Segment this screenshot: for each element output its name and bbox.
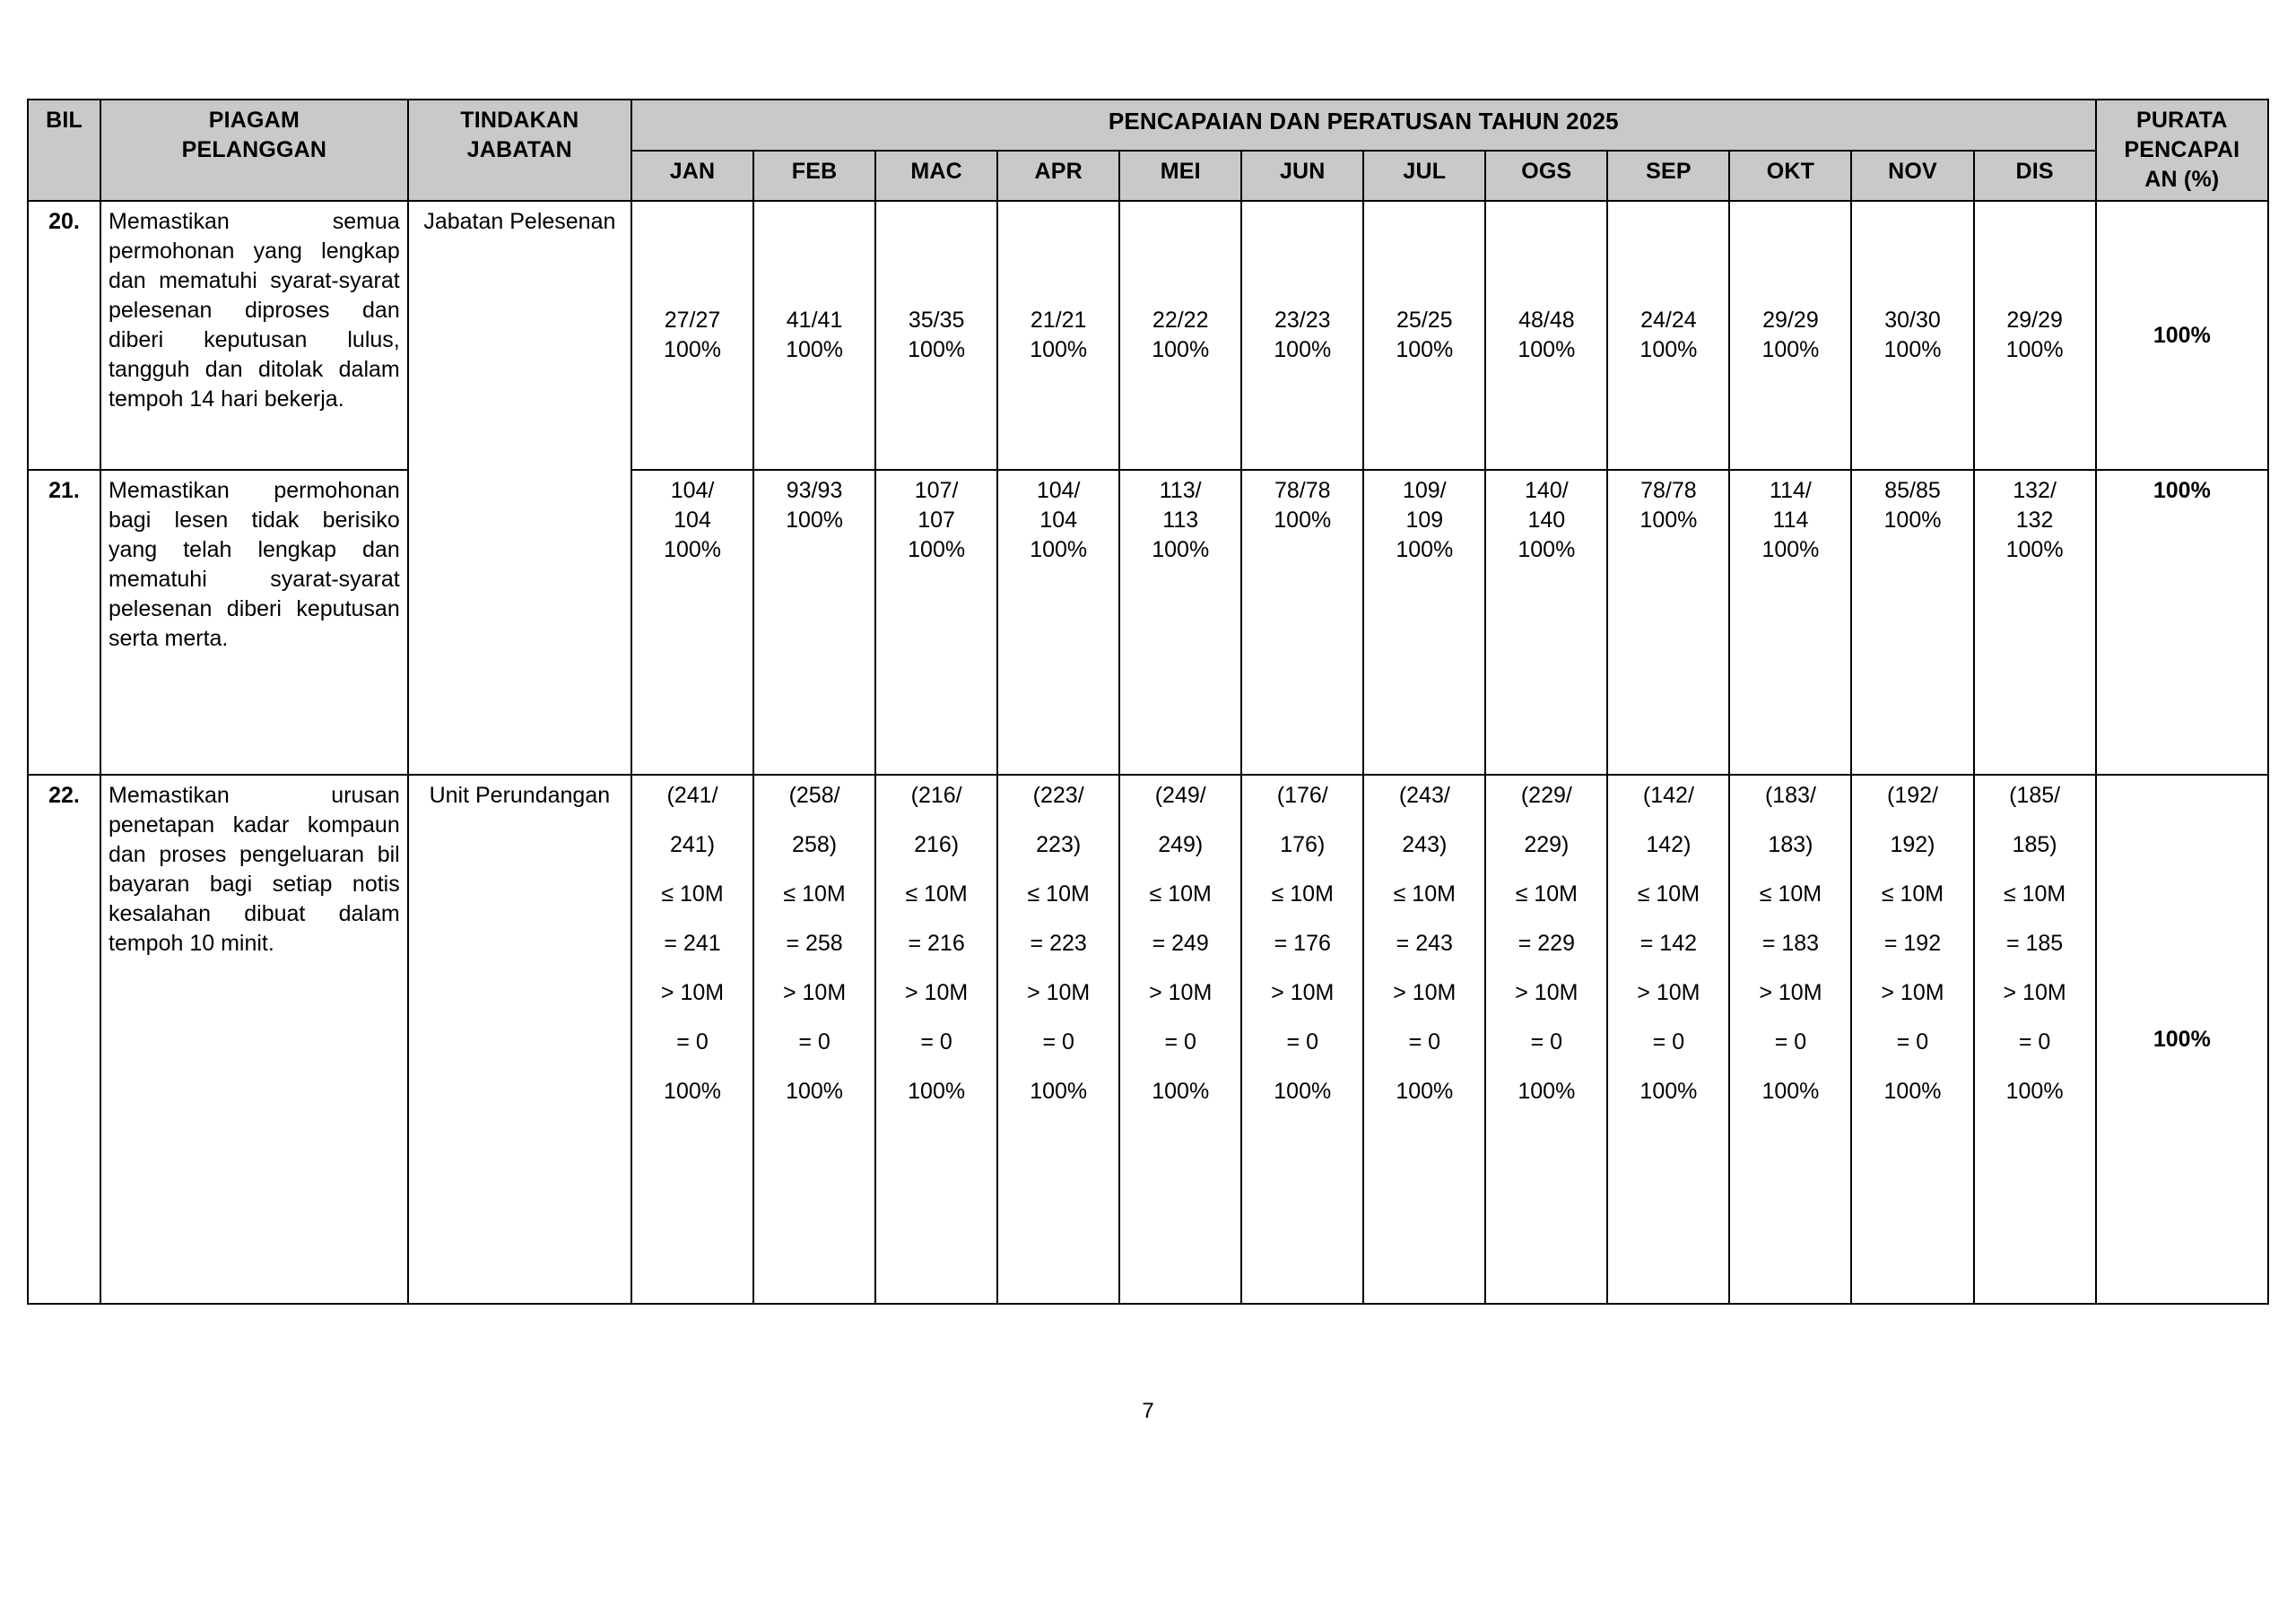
column-header-month-nov: NOV <box>1851 151 1973 201</box>
cell-month-okt: (183/ 183) ≤ 10M = 183 > 10M = 0 100% <box>1729 775 1851 1304</box>
cell-purata-pencapaian: 100% <box>2096 201 2268 470</box>
cell-month-jan: 27/27 100% <box>631 201 753 470</box>
cell-month-ogs: 140/ 140 100% <box>1485 470 1607 775</box>
cell-month-jul: (243/ 243) ≤ 10M = 243 > 10M = 0 100% <box>1363 775 1485 1304</box>
column-header-purata-line1: PURATA <box>2136 108 2228 133</box>
cell-bil: 22. <box>28 775 100 1304</box>
cell-month-ogs: 48/48 100% <box>1485 201 1607 470</box>
cell-bil: 20. <box>28 201 100 470</box>
page-number: 7 <box>1142 1399 1154 1423</box>
cell-month-jan: (241/ 241) ≤ 10M = 241 > 10M = 0 100% <box>631 775 753 1304</box>
table-body <box>28 201 2268 1304</box>
column-header-bil: BIL <box>28 100 100 201</box>
cell-month-mac: 107/ 107 100% <box>875 470 997 775</box>
cell-month-okt: 114/ 114 100% <box>1729 470 1851 775</box>
column-header-tindakan-jabatan <box>408 100 631 201</box>
column-header-month-mei: MEI <box>1119 151 1241 201</box>
cell-month-nov: 30/30 100% <box>1851 201 1973 470</box>
cell-month-jul: 109/ 109 100% <box>1363 470 1485 775</box>
cell-bil: 21. <box>28 470 100 775</box>
cell-month-dis: 132/ 132 100% <box>1974 470 2096 775</box>
column-header-month-jun: JUN <box>1241 151 1363 201</box>
cell-month-jun: (176/ 176) ≤ 10M = 176 > 10M = 0 100% <box>1241 775 1363 1304</box>
cell-purata-pencapaian: 100% <box>2096 775 2268 1304</box>
column-header-tindakan-line2: JABATAN <box>466 137 572 162</box>
cell-piagam: Memastikan permohonan bagi lesen tidak berisiko yang telah lengkap dan mematuhi syarat-syarat pelesenan diberi keputusan serta merta. <box>100 470 408 775</box>
table-row <box>28 201 2268 470</box>
column-header-month-mac: MAC <box>875 151 997 201</box>
cell-tindakan: Unit Perundangan <box>408 775 631 1304</box>
cell-month-ogs: (229/ 229) ≤ 10M = 229 > 10M = 0 100% <box>1485 775 1607 1304</box>
cell-month-jun: 23/23 100% <box>1241 201 1363 470</box>
column-header-pencapaian-group: PENCAPAIAN DAN PERATUSAN TAHUN 2025 <box>631 100 2096 151</box>
cell-month-mei: (249/ 249) ≤ 10M = 249 > 10M = 0 100% <box>1119 775 1241 1304</box>
cell-month-mei: 113/ 113 100% <box>1119 470 1241 775</box>
cell-tindakan: Jabatan Pelesenan <box>408 201 631 775</box>
table-row <box>28 775 2268 1304</box>
column-header-month-dis: DIS <box>1974 151 2096 201</box>
column-header-month-jul: JUL <box>1363 151 1485 201</box>
table-header <box>28 100 2268 201</box>
column-header-purata-pencapaian <box>2096 100 2268 201</box>
cell-month-jan: 104/ 104 100% <box>631 470 753 775</box>
column-header-piagam-pelanggan <box>100 100 408 201</box>
column-header-month-feb: FEB <box>753 151 875 201</box>
cell-piagam: Memastikan semua permohonan yang lengkap dan mematuhi syarat-syarat pelesenan diproses dan diberi keputusan lulus, tangguh dan ditolak dalam tempoh 14 hari bekerja. <box>100 201 408 470</box>
cell-month-jun: 78/78 100% <box>1241 470 1363 775</box>
cell-month-nov: (192/ 192) ≤ 10M = 192 > 10M = 0 100% <box>1851 775 1973 1304</box>
cell-month-sep: (142/ 142) ≤ 10M = 142 > 10M = 0 100% <box>1607 775 1729 1304</box>
table-row <box>28 470 2268 775</box>
cell-month-sep: 24/24 100% <box>1607 201 1729 470</box>
cell-month-feb: (258/ 258) ≤ 10M = 258 > 10M = 0 100% <box>753 775 875 1304</box>
column-header-piagam-line1: PIAGAM <box>208 108 300 133</box>
table-header-row-1 <box>28 100 2268 151</box>
cell-month-nov: 85/85 100% <box>1851 470 1973 775</box>
column-header-tindakan-line1: TINDAKAN <box>460 108 579 133</box>
column-header-purata-line3: AN (%) <box>2144 167 2220 192</box>
cell-piagam: Memastikan urusan penetapan kadar kompaun dan proses pengeluaran bil bayaran bagi setiap notis kesalahan dibuat dalam tempoh 10 minit. <box>100 775 408 1304</box>
cell-month-dis: 29/29 100% <box>1974 201 2096 470</box>
column-header-month-sep: SEP <box>1607 151 1729 201</box>
column-header-month-ogs: OGS <box>1485 151 1607 201</box>
column-header-month-okt: OKT <box>1729 151 1851 201</box>
cell-month-okt: 29/29 100% <box>1729 201 1851 470</box>
column-header-purata-line2: PENCAPAI <box>2124 137 2240 162</box>
column-header-month-jan: JAN <box>631 151 753 201</box>
cell-month-apr: (223/ 223) ≤ 10M = 223 > 10M = 0 100% <box>997 775 1119 1304</box>
client-charter-table <box>27 99 2269 1305</box>
cell-month-feb: 41/41 100% <box>753 201 875 470</box>
column-header-month-apr: APR <box>997 151 1119 201</box>
cell-month-feb: 93/93 100% <box>753 470 875 775</box>
column-header-piagam-line2: PELANGGAN <box>181 137 327 162</box>
cell-month-mei: 22/22 100% <box>1119 201 1241 470</box>
cell-month-mac: (216/ 216) ≤ 10M = 216 > 10M = 0 100% <box>875 775 997 1304</box>
cell-month-apr: 104/ 104 100% <box>997 470 1119 775</box>
cell-month-apr: 21/21 100% <box>997 201 1119 470</box>
cell-month-dis: (185/ 185) ≤ 10M = 185 > 10M = 0 100% <box>1974 775 2096 1304</box>
cell-month-mac: 35/35 100% <box>875 201 997 470</box>
cell-purata-pencapaian: 100% <box>2096 470 2268 775</box>
cell-month-jul: 25/25 100% <box>1363 201 1485 470</box>
cell-month-sep: 78/78 100% <box>1607 470 1729 775</box>
